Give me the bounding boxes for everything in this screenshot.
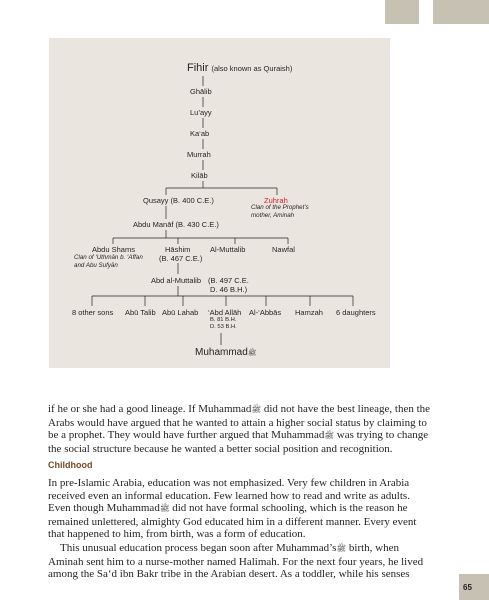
paragraph-lineage: if he or she had a good lineage. If Muhammadﷺ did not have the best lineage, then the Arabs would have argued that he wanted to attain a higher social status by claiming to be a prophet. They would have further argued that Muhammadﷺ was trying to change the social structure because he wanted a better social position and recognition. xyxy=(48,403,431,455)
node-daughters: 6 daughters xyxy=(336,308,376,317)
hashim-date: (B. 467 C.E.) xyxy=(159,254,203,263)
node-abu-lahab: Abū Lahab xyxy=(162,308,199,317)
abd-allah-date-2: D. 53 B.H. xyxy=(210,324,237,330)
node-kaab: Ka‘ab xyxy=(190,129,210,138)
zuhrah-note-1: Clan of the Prophet’s xyxy=(251,204,309,211)
node-al-muttalib: Al-Muttalib xyxy=(210,245,246,254)
abdu-shams-note-2: and Abu Sufyān xyxy=(74,262,118,269)
paragraph-nurse-mother: This unusual education process began soon after Muhammad’sﷺ birth, when Aminah sent him to a nurse-mother named Halimah. For the next four years, he lived among the Sa‘d ibn Bakr tribe in the Arabian desert. As a toddler, while his senses xyxy=(48,542,424,581)
node-ghalib: Ghālib xyxy=(190,87,212,96)
abd-allah-date-1: B. 81 B.H. xyxy=(210,317,237,323)
node-abdu-manaf: Abdu Manāf (B. 430 C.E.) xyxy=(133,220,219,229)
abd-al-muttalib-date-1: (B. 497 C.E. xyxy=(208,276,249,285)
paragraph-education: In pre-Islamic Arabia, education was not emphasized. Very few children in Arabia received even an informal education. Few learned how to read and write as adults. Even though Muhammadﷺ did not have formal schooling, which is the reason he remained unlettered, almighty God educated him in a different manner. Every event that happened to him, from birth, was a form of education. xyxy=(48,477,417,541)
node-luayy: Lu’ayy xyxy=(190,108,212,117)
node-muhammad: Muhammadﷺ xyxy=(195,347,257,358)
node-zuhrah: Zuhrah xyxy=(264,196,288,205)
page-number: 65 xyxy=(463,583,472,592)
honorific-glyph: ﷺ xyxy=(247,350,257,357)
node-abu-talib: Abū Talib xyxy=(125,308,156,317)
zuhrah-note-2: mother, Aminah xyxy=(251,212,295,219)
node-al-abbas: Al-‘Abbās xyxy=(249,308,282,317)
node-hashim: Hāshim xyxy=(165,245,191,254)
node-eight-sons: 8 other sons xyxy=(72,308,114,317)
abdu-shams-note-1: Clan of ‘Uthmān b. ‘Affan xyxy=(74,254,143,261)
section-heading-childhood: Childhood xyxy=(48,460,93,470)
node-hamzah: Hamzah xyxy=(295,308,323,317)
node-abd-allah: ‘Abd Allāh xyxy=(208,308,242,317)
node-abd-al-muttalib: Abd al-Muttalib xyxy=(151,276,202,285)
node-nawfal: Nawfal xyxy=(272,245,295,254)
abd-al-muttalib-date-2: D. 46 B.H.) xyxy=(210,285,248,294)
node-kilab: Kilāb xyxy=(191,171,208,180)
node-fihir: Fihir (also known as Quraish) xyxy=(187,62,293,74)
node-abdu-shams: Abdu Shams xyxy=(92,245,135,254)
node-murrah: Murrah xyxy=(187,150,211,159)
node-qusayy: Qusayy (B. 400 C.E.) xyxy=(143,196,214,205)
